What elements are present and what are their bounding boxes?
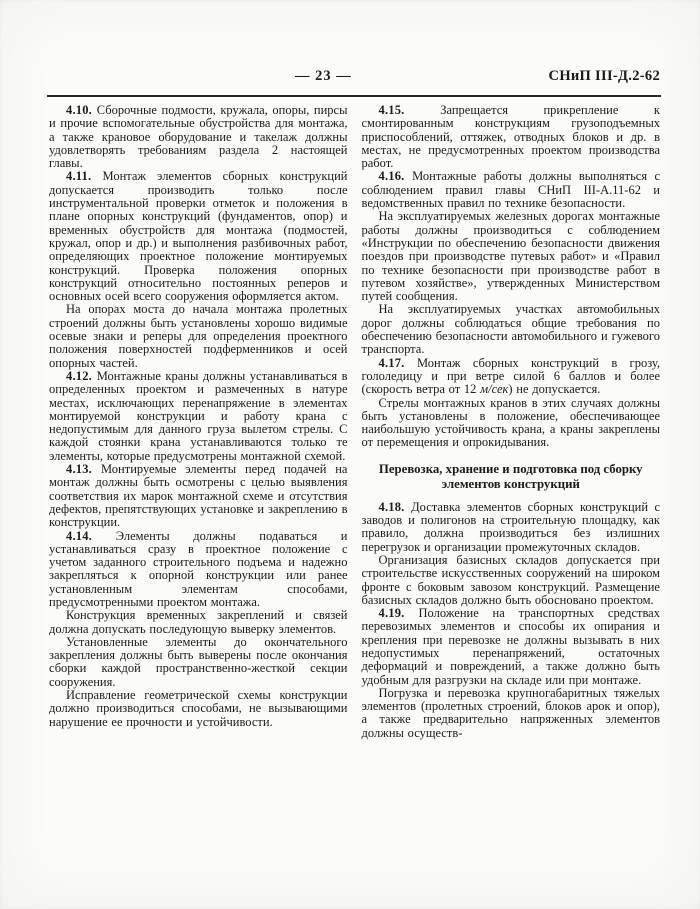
body-paragraph: 4.16. Монтажные работы должны выполняться с соблюдением правил главы СНиП III-А.11-62 и ведомственных правил по технике безопасности. [361, 169, 660, 211]
body-paragraph: Установленные элементы до окончательного закрепления должны быть выверены после окончания сборки каждой пространственно-жесткой секции сооружения. [49, 634, 348, 689]
body-paragraph: Конструкция временных закреплений и связей должна допускать последующую выверку элементов. [49, 608, 348, 636]
body-paragraph: 4.12. Монтажные краны должны устанавливаться в определенных проектом и размеченных в натуре местах, исключающих перенапряжение в элементах монтируемой конструкции и работу крана с недопустимым для данного груза вылетом стрелы. С каждой стоянки крана устанавливаются только те элементы, которые предусмотрены монтажной схемой. [49, 368, 348, 463]
body-paragraph: 4.10. Сборочные подмости, кружала, опоры, пирсы и прочие вспомогательные обустройства для монтажа, а также крановое оборудование и такелаж должны удовлетворять требованиям раздела 2 настоящей главы. [49, 103, 348, 171]
left-column [49, 104, 348, 740]
header-rule [47, 95, 661, 97]
clause-number: 4.10. [66, 103, 97, 117]
body-paragraph: На эксплуатируемых железных дорогах монтажные работы должны производиться с соблюдением «Инструкции по обеспечению безопасности движения поездов при производстве путевых работ» и «Правил по технике безопасности при производстве работ в путевом хозяйстве», утвержденных Министерством путей сообщения. [361, 209, 660, 304]
body-paragraph: 4.14. Элементы должны подаваться и устанавливаться сразу в проектное положение с учетом заданного строительного подъема и надежно закрепляться к опорной конструкции или ранее установленным элементам способами, предусмотренными проектом монтажа. [49, 528, 348, 609]
running-head [48, 68, 660, 90]
body-paragraph: 4.19. Положение на транспортных средствах перевозимых элементов и способы их опирания и крепления при перевозке не должны вызывать в них недопустимых перенапряжений, остаточных деформаций и повреждений, а также должно быть удобным для разгрузки на складе или при монтаже. [361, 606, 660, 687]
text-columns [49, 104, 660, 740]
body-paragraph: 4.18. Доставка элементов сборных конструкций с заводов и полигонов на строительную площадку, как правило, должна производиться без излишних перегрузок и организации промежуточных складов. [361, 499, 660, 554]
text-run: Монтаж сборных конструкций в грозу, гололедицу и при ветре силой 6 баллов и более (скорость ветра от 12 [361, 355, 660, 397]
body-paragraph: Погрузка и перевозка крупногабаритных тяжелых элементов (пролетных строений, блоков арок и опор), а также предварительно напряженных элементов должны осуществ- [361, 685, 660, 740]
right-column [362, 104, 661, 740]
document-code: СНиП III-Д.2-62 [548, 68, 660, 84]
italic-unit-text: м/сек [480, 382, 509, 397]
clause-number: 4.18. [378, 499, 412, 514]
clause-number: 4.11. [66, 169, 103, 184]
body-paragraph: На опорах моста до начала монтажа пролетных строений должны быть установлены хорошо видимые осевые знаки и реперы для определения проектного положения поверхностей подферменников и осей опорных частей. [49, 302, 348, 370]
body-paragraph: 4.13. Монтируемые элементы перед подачей на монтаж должны быть осмотрены с целью выявления соответствия их марок монтажной схеме и отсутствия дефектов, препятствующих установке и закреплению в конструкции. [49, 462, 348, 530]
body-paragraph: 4.15. Запрещается прикрепление к смонтированным конструкциям грузоподъемных приспособлений, оттяжек, отводных блоков и др. в местах, не предусмотренных проектом производства работ. [361, 103, 660, 171]
clause-number: 4.15. [378, 103, 441, 117]
body-paragraph: Исправление геометрической схемы конструкции должно производиться способами, не вызывающими нарушение ее прочности и устойчивости. [49, 688, 348, 729]
body-paragraph: Организация базисных складов допускается при строительстве искусственных сооружений на широком фронте с боковым завозом конструкций. Размещение базисных складов должно быть обосновано проектом. [361, 552, 660, 607]
clause-number: 4.13. [66, 462, 101, 477]
text-run: ) не допускается. [508, 382, 601, 397]
clause-number: 4.16. [378, 169, 413, 184]
body-paragraph: Стрелы монтажных кранов в этих случаях должны быть установлены в положение, обеспечивающее наибольшую устойчивость крана, а краны закреплены от перемещения и опрокидывания. [361, 395, 660, 450]
body-paragraph: 4.11. Монтаж элементов сборных конструкций допускается производить только после инструментальной проверки отметок и положения в плане опорных конструкций (фундаментов, опор) и временных обустройств для монтажа (подмостей, кружал, опор и др.) и выполнения разбивочных работ, определяющих проектное положение монтируемых конструкций. Проверка положения опорных конструкций относительно постоянных реперов и основных осей всего сооружения оформляется актом. [49, 169, 348, 304]
body-paragraph [362, 357, 661, 397]
clause-number: 4.12. [66, 368, 97, 383]
clause-number: 4.19. [378, 606, 419, 621]
page-number: — 23 — [295, 68, 352, 84]
clause-number: 4.17. [378, 355, 417, 370]
clause-number: 4.14. [66, 528, 116, 543]
section-heading: Перевозка, хранение и подготовка под сборку элементов конструкций [378, 461, 643, 491]
body-paragraph: На эксплуатируемых участках автомобильных дорог должны соблюдаться общие требования по обеспечению безопасности автомобильного и гужевого транспорта. [361, 302, 660, 357]
